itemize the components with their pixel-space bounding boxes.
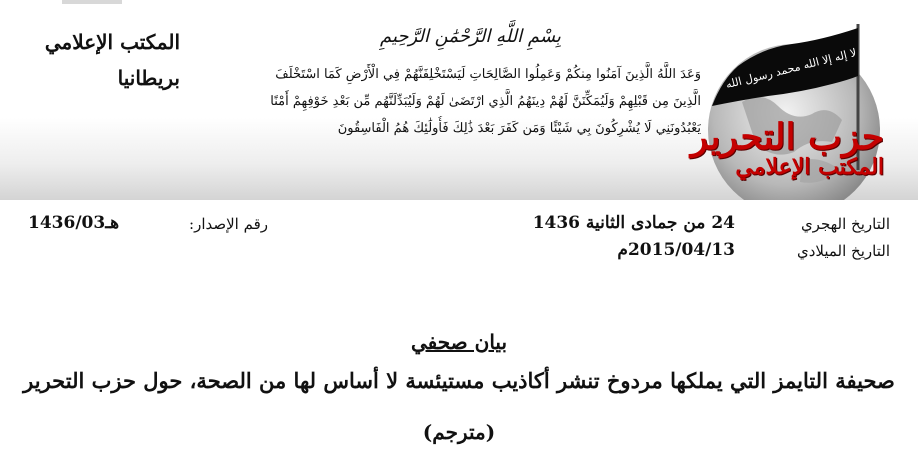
party-name: حزب التحرير [690,116,884,158]
office-title: المكتب الإعلامي [44,30,180,54]
translation-note: (مترجم) [422,420,496,444]
hijri-date-value: 24 من جمادى الثانية 1436 [532,213,735,233]
hijri-date-label: التاريخ الهجري [800,215,890,233]
media-office-block [45,24,180,96]
verse-line-3: يَعْبُدُونَنِي لَا يُشْرِكُونَ بِي شَيْئًا وَمَن كَفَرَ بَعْدَ ذَٰلِكَ فَأُولَٰئِكَ هُمُ الْفَاسِقُونَ [337,121,701,136]
verse-line-1: وَعَدَ اللَّهُ الَّذِينَ آمَنُوا مِنكُمْ وَعَمِلُوا الصَّالِحَاتِ لَيَسْتَخْلِفَنَّهُمْ فِي الْأَرْضِ كَمَا اسْتَخْلَفَ [275,67,701,82]
basmala-calligraphy: بِسْمِ اللَّهِ الرَّحْمَٰنِ الرَّحِيمِ [380,26,561,47]
letterhead [0,0,918,200]
issue-number-label: رقم الإصدار: [189,215,268,233]
party-logo [682,10,918,200]
issue-number-value: 1436/03هـ [28,213,120,233]
gregorian-date-label: التاريخ الميلادي [796,242,890,260]
party-subtitle: المكتب الإعلامي [735,154,884,180]
flag-shahada: لا إله إلا الله محمد رسول الله [724,46,858,92]
statement-headline: صحيفة التايمز التي يملكها مردوخ تنشر أكاذيب مستيئسة لا أساس لها من الصحة، حول حزب التحرير [23,368,895,393]
top-strip [62,0,122,4]
verse-line-2: الَّذِينَ مِن قَبْلِهِمْ وَلَيُمَكِّنَنَّ لَهُمْ دِينَهُمُ الَّذِي ارْتَضَىٰ لَهُمْ وَلَيُبَدِّلَنَّهُم مِّن بَعْدِ خَوْفِهِمْ أَمْنًا [270,94,701,109]
document-type: بيان صحفي [410,330,508,354]
gregorian-date-value: 2015/04/13م [617,240,735,260]
office-country: بريطانيا [117,66,180,90]
